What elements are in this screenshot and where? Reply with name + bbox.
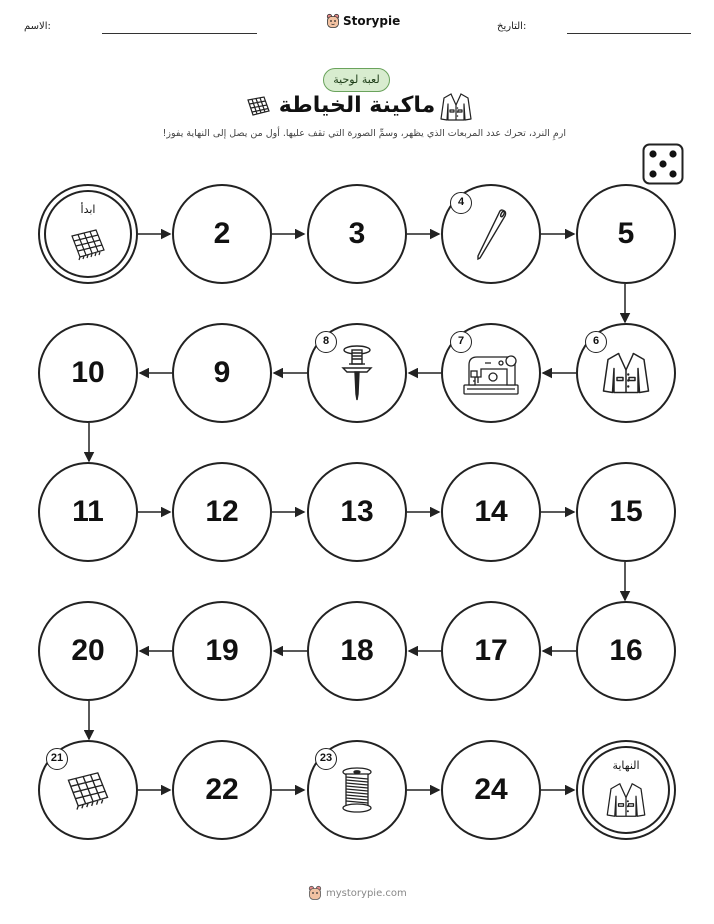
small-number-badge: 23	[315, 748, 337, 770]
board-cell-22	[172, 740, 272, 840]
date-label: التاريخ:	[497, 21, 527, 32]
board-cell-2	[172, 184, 272, 284]
cell-number: 15	[609, 495, 643, 528]
cell-number: 12	[205, 495, 239, 528]
cell-number: 17	[474, 634, 508, 667]
board-cell-16	[576, 601, 676, 701]
storypie-mascot-icon	[308, 885, 322, 901]
end-cell	[576, 740, 676, 840]
cell-number: 13	[340, 495, 374, 528]
board-cell-17	[441, 601, 541, 701]
cell-number: 24	[474, 773, 508, 806]
small-number-badge: 6	[585, 331, 607, 353]
board-cell-3	[307, 184, 407, 284]
instructions-text: ارمِ النرد، تحرك عدد المربعات الذي يظهر، وسمِّ الصورة التي تقف عليها. أول من يصل إلى النهاية يفوز!	[162, 128, 566, 139]
start-cell	[38, 184, 138, 284]
board-game-badge: لعبة لوحية	[323, 68, 390, 92]
cell-number: 19	[205, 634, 239, 667]
board-cell-5	[576, 184, 676, 284]
small-number-badge: 21	[46, 748, 68, 770]
footer-url: mystorypie.com	[326, 887, 407, 899]
board-cell-9	[172, 323, 272, 423]
board-cell-24	[441, 740, 541, 840]
small-number-badge: 7	[450, 331, 472, 353]
cell-number: 11	[72, 495, 104, 528]
board-cell-14	[441, 462, 541, 562]
board-cell-11	[38, 462, 138, 562]
cell-number: 3	[348, 217, 366, 250]
cell-number: 20	[71, 634, 105, 667]
cell-number: 5	[617, 217, 635, 250]
cell-number: 18	[340, 634, 374, 667]
board-cell-12	[172, 462, 272, 562]
cell-number: 16	[609, 634, 643, 667]
board-cell-18	[307, 601, 407, 701]
cell-number: 2	[213, 217, 231, 250]
page-title: ماكينة الخياطة	[278, 93, 436, 118]
cell-number: 14	[474, 495, 508, 528]
board-cell-20	[38, 601, 138, 701]
cell-number: 9	[213, 356, 231, 389]
cell-number: 10	[71, 356, 105, 389]
board-cell-10	[38, 323, 138, 423]
start-label: ابدأ	[80, 203, 96, 216]
name-label: الاسم:	[24, 21, 51, 32]
cell-number: 22	[205, 773, 239, 806]
small-number-badge: 4	[450, 192, 472, 214]
fabric-icon	[40, 196, 136, 292]
board-cell-19	[172, 601, 272, 701]
footer	[308, 885, 407, 901]
end-label: النهاية	[612, 759, 640, 772]
board-cell-13	[307, 462, 407, 562]
small-number-badge: 8	[315, 331, 337, 353]
jacket-icon	[578, 752, 674, 848]
logo-text: Storypie	[343, 14, 401, 28]
board-cell-15	[576, 462, 676, 562]
